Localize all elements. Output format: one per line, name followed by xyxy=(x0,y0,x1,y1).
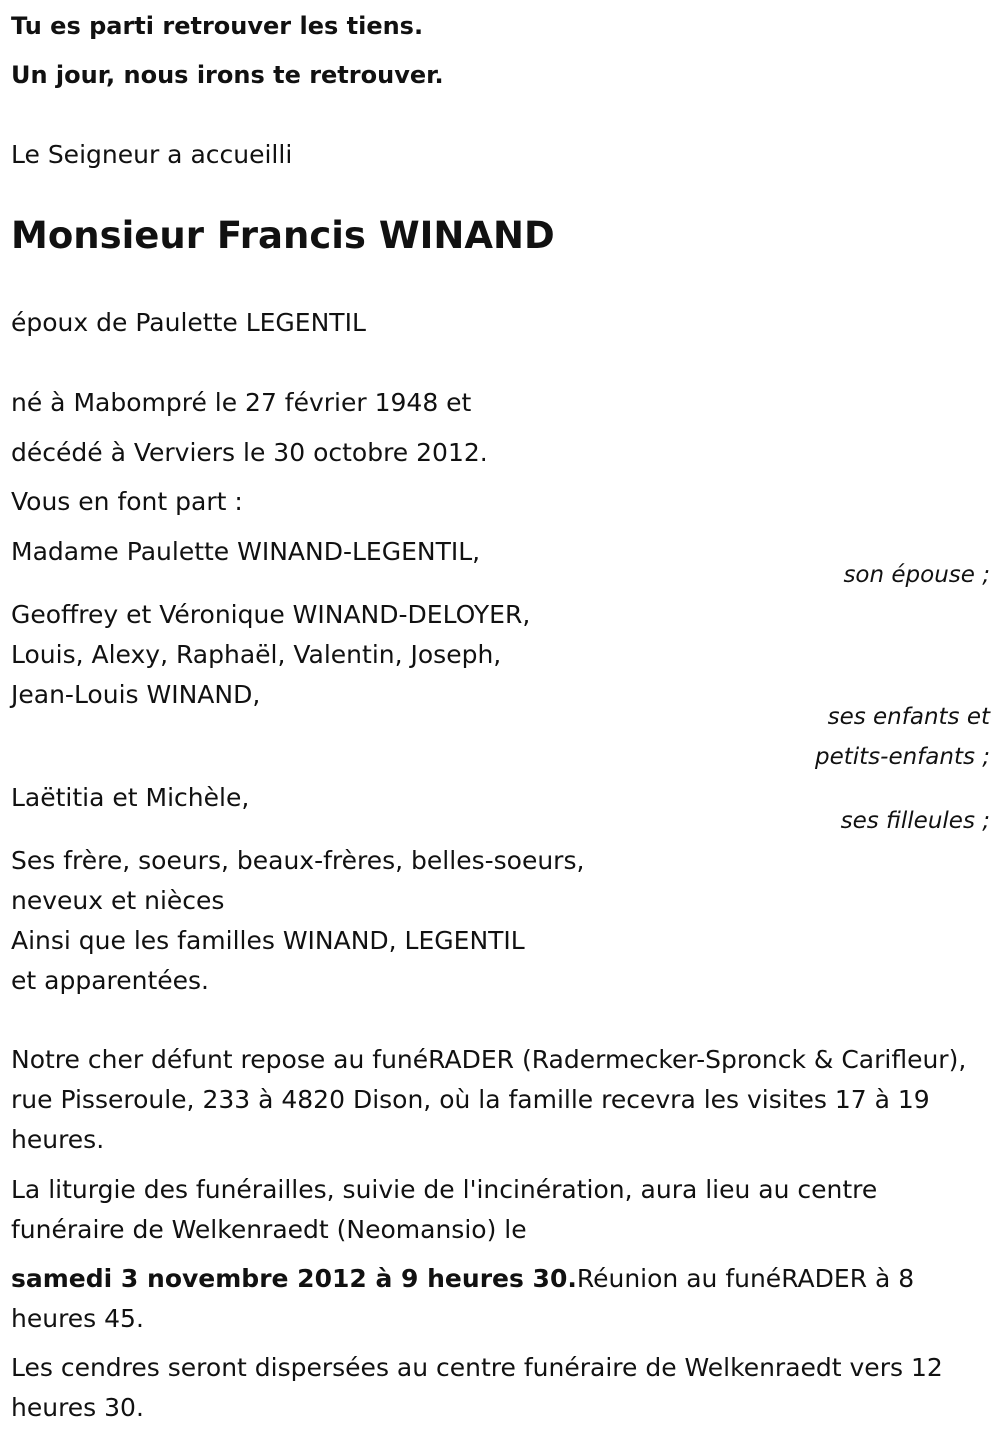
motto-line-2: Un jour, nous irons te retrouver. xyxy=(11,61,444,89)
children-role-line-1: ses enfants et xyxy=(827,704,990,730)
intro-text: Le Seigneur a accueilli xyxy=(11,140,293,169)
meeting-text: Réunion au funéRADER à 8 heures 45. xyxy=(11,1264,915,1333)
ashes-text: Les cendres seront dispersées au centre funéraire de Welkenraedt vers 12 heures 30. xyxy=(11,1353,943,1422)
children-role-line-2: petits-enfants ; xyxy=(814,744,990,770)
relatives-line-4: et apparentées. xyxy=(11,966,209,995)
rest-text: Notre cher défunt repose au funéRADER (Radermecker-Spronck & Carifleur), rue Pisseroule, 233 à 4820 Dison, où la famille recevra les visites 17 à 19 heures. xyxy=(11,1045,967,1154)
spouse-line: époux de Paulette LEGENTIL xyxy=(11,308,366,337)
liturgy-paragraph xyxy=(11,1170,971,1250)
spouse-name: Madame Paulette WINAND-LEGENTIL, xyxy=(11,537,481,566)
ashes-paragraph xyxy=(11,1348,971,1428)
deceased-name: Monsieur Francis WINAND xyxy=(11,214,555,257)
children-line-3: Jean-Louis WINAND, xyxy=(11,680,261,709)
spouse-role: son épouse ; xyxy=(843,562,990,588)
rest-paragraph xyxy=(11,1040,971,1160)
motto-line-1: Tu es parti retrouver les tiens. xyxy=(11,12,424,40)
birth-line: né à Mabompré le 27 février 1948 et xyxy=(11,388,472,417)
liturgy-text: La liturgie des funérailles, suivie de l'incinération, aura lieu au centre funéraire de Welkenraedt (Neomansio) le xyxy=(11,1175,878,1244)
relatives-line-2: neveux et nièces xyxy=(11,886,225,915)
children-line-2: Louis, Alexy, Raphaël, Valentin, Joseph, xyxy=(11,640,502,669)
relatives-line-1: Ses frère, soeurs, beaux-frères, belles-soeurs, xyxy=(11,846,585,875)
children-line-1: Geoffrey et Véronique WINAND-DELOYER, xyxy=(11,600,531,629)
ceremony-paragraph xyxy=(11,1259,971,1339)
godchildren-role: ses filleules ; xyxy=(840,808,990,834)
godchildren-names: Laëtitia et Michèle, xyxy=(11,783,250,812)
relatives-line-3: Ainsi que les familles WINAND, LEGENTIL xyxy=(11,926,525,955)
announce-line: Vous en font part : xyxy=(11,487,243,516)
death-line: décédé à Verviers le 30 octobre 2012. xyxy=(11,438,488,467)
ceremony-date: samedi 3 novembre 2012 à 9 heures 30. xyxy=(11,1264,577,1293)
